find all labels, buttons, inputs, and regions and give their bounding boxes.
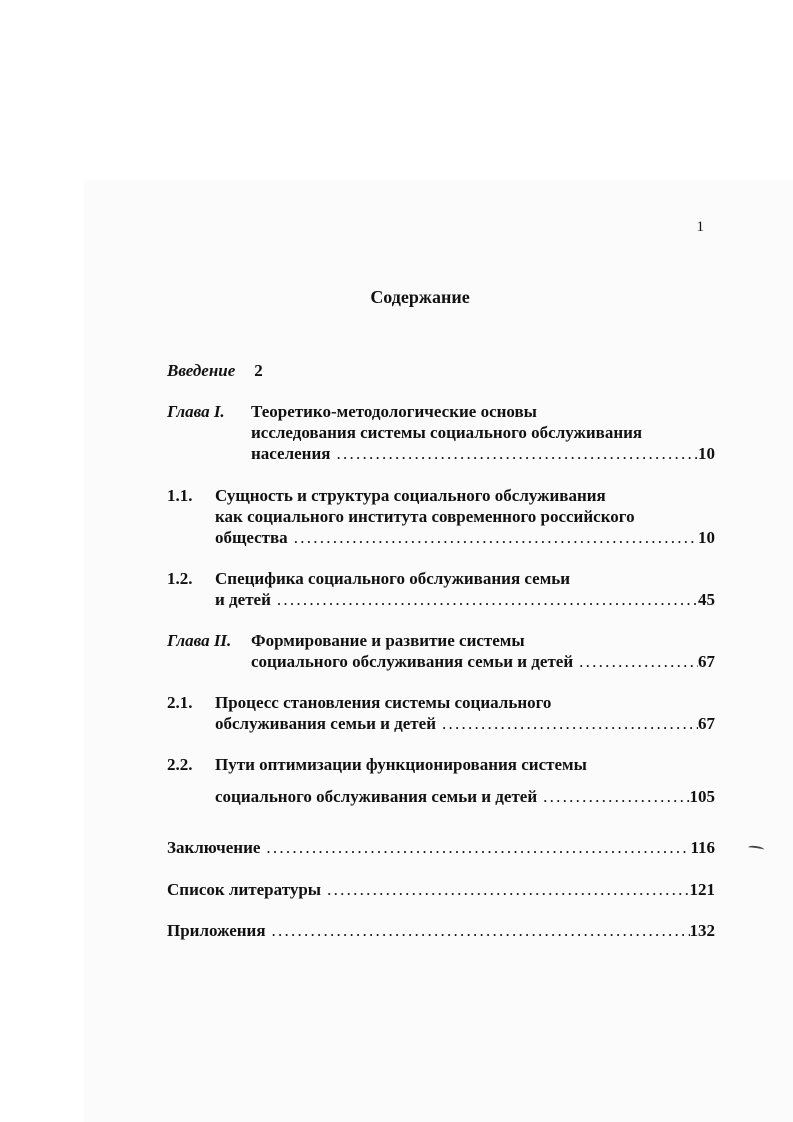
toc-entry-line: Теоретико-методологические основы <box>251 402 537 421</box>
toc-entry-line: Сущность и структура социального обслуживания <box>215 486 606 505</box>
toc-entry-last-line <box>251 651 715 672</box>
toc-entry-last-line <box>167 920 715 941</box>
toc-entry-line: Процесс становления системы социального <box>215 693 552 712</box>
toc-entry-page: 67 <box>698 652 715 671</box>
toc-entry-body <box>215 485 715 548</box>
dot-leader <box>336 443 698 464</box>
toc-intro-label: Введение <box>167 361 236 380</box>
toc-entry-line: социального обслуживания семьи и детей <box>251 652 574 671</box>
dot-leader <box>442 713 698 734</box>
toc-entry-page: 45 <box>698 590 715 609</box>
toc-entry-line: Пути оптимизации функционирования системы <box>215 755 587 774</box>
toc-entry-last-line <box>251 443 715 464</box>
toc-entry-number: Глава II. <box>167 631 232 650</box>
dot-leader <box>543 781 689 813</box>
toc-entry-number: 2.1. <box>167 693 193 712</box>
toc-entry-line: обслуживания семьи и детей <box>215 714 436 733</box>
dot-leader <box>272 920 690 941</box>
toc-entry-last-line <box>215 713 715 734</box>
toc-entry-page: 67 <box>698 714 715 733</box>
toc-entry-body <box>167 837 715 858</box>
dot-leader <box>266 837 690 858</box>
toc-entry-last-line <box>215 527 715 548</box>
toc-entry-line: Формирование и развитие системы <box>251 631 525 650</box>
toc-entry-page: 10 <box>698 444 715 463</box>
toc-entry-body <box>215 692 715 734</box>
toc-entry-line: населения <box>251 444 331 463</box>
toc-entry-number: 1.2. <box>167 569 193 588</box>
toc-entry-line: Приложения <box>167 921 266 940</box>
toc-entry-number: 1.1. <box>167 486 193 505</box>
dot-leader <box>294 527 698 548</box>
toc-entry-line: и детей <box>215 590 271 609</box>
toc-entry-line: Специфика социального обслуживания семьи <box>215 569 571 588</box>
toc-entry-last-line <box>215 589 715 610</box>
toc-entry-body <box>251 630 715 672</box>
toc-entry-number: Глава I. <box>167 402 225 421</box>
toc-entry-last-line <box>167 879 715 900</box>
toc-intro-page: 2 <box>254 361 263 380</box>
toc-entry-line: Список литературы <box>167 880 322 899</box>
toc-entry-line: как социального института современного российского <box>215 507 635 526</box>
dot-leader <box>277 589 698 610</box>
toc-entry-page: 121 <box>689 880 715 899</box>
toc-entry-page: 10 <box>698 528 715 547</box>
toc-entry-body <box>251 401 715 464</box>
toc-entry-last-line <box>215 781 715 813</box>
dot-leader <box>327 879 689 900</box>
toc-entry-body <box>167 879 715 900</box>
toc-entry-line: исследования системы социального обслуживания <box>251 423 643 442</box>
toc-entry-line: общества <box>215 528 288 547</box>
toc-entry-body <box>167 920 715 941</box>
toc-entry-line: социального обслуживания семьи и детей <box>215 787 538 806</box>
page-number: 1 <box>696 219 704 235</box>
page-title: Содержание <box>370 287 470 307</box>
toc-entry-line: Заключение <box>167 838 261 857</box>
toc-entry-page: 105 <box>689 787 715 806</box>
toc-entry-page: 116 <box>690 838 715 857</box>
toc-entry-page: 132 <box>689 921 715 940</box>
toc-intro <box>167 360 263 382</box>
toc-entry-number: 2.2. <box>167 755 193 774</box>
toc-entry-body <box>215 749 715 813</box>
dot-leader <box>579 651 698 672</box>
toc-entry-last-line <box>167 837 715 858</box>
toc-entry-body <box>215 568 715 610</box>
